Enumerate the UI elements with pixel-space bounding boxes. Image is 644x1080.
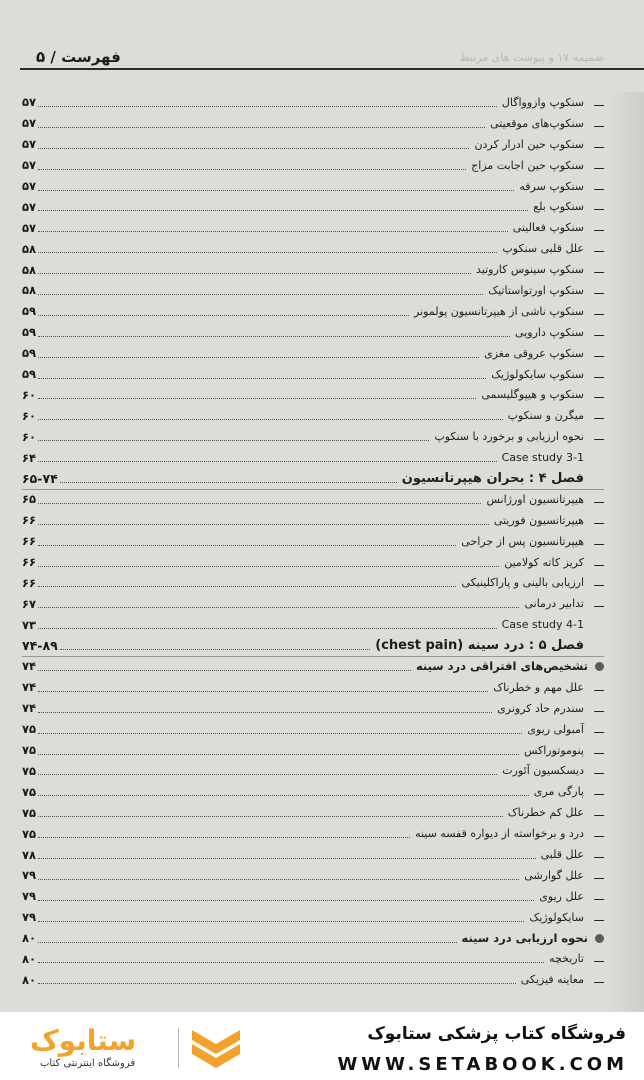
toc-page-number: ۷۹ [22,889,37,904]
toc-page-number: ۷۴ [22,680,37,695]
dot-leader [38,419,503,420]
toc-entry-title: علل قلبی [540,848,584,861]
toc-entry-title: سنکوپ وازوواگال [501,95,584,109]
dot-leader [38,252,497,253]
toc-page-number: ۷۵ [22,784,37,799]
toc-lead-dash: ـــ [594,534,604,548]
toc-lead-dash: ـــ [594,680,604,694]
toc-row[interactable] [22,698,604,719]
dot-leader [38,398,476,399]
toc-page-number: ۵۷ [22,137,37,152]
toc-lead-dash: ـــ [594,409,604,423]
toc-page-number: ۶۴ [22,450,37,465]
dot-leader [60,649,371,650]
bullet-icon [595,662,604,671]
toc-entry-title: معاینه فیزیکی [520,973,584,987]
toc-entry-title: سنکوپ و هیپوگلیسمی [481,388,584,402]
dot-leader [38,357,479,358]
toc-row[interactable] [22,489,604,510]
toc-row[interactable] [22,176,604,197]
toc-row[interactable] [22,552,604,573]
dot-leader [38,921,524,922]
toc-lead-dash: ـــ [594,283,604,297]
dot-leader [38,879,519,880]
dot-leader [38,315,409,316]
dot-leader [38,983,516,984]
dot-leader [38,712,492,713]
toc-lead-dash: ـــ [594,513,604,527]
toc-page-number: ۶۶ [22,534,37,549]
dot-leader [38,942,456,943]
toc-row[interactable] [22,238,604,259]
toc-lead-dash: ـــ [594,95,604,109]
toc-page-number: ۶۶ [22,513,37,528]
toc-entry-title: علل کم خطرناک [507,806,584,820]
toc-row[interactable] [22,405,604,426]
toc-row[interactable] [22,217,604,238]
dot-leader [38,545,456,546]
toc-row[interactable] [22,280,604,301]
toc-page-number: ۷۴ [22,659,37,674]
toc-entry-title: نحوه ارزیابی و برخورد با سنکوپ [434,430,584,444]
dot-leader [38,106,497,107]
toc-page-number: ۶۶ [22,555,37,570]
dot-leader [38,754,519,755]
toc-page-number: ۷۳ [22,617,37,632]
header-bleed-text: ضمیمه ۱۷ و پیوست های مرتبط [459,51,604,64]
toc-lead-dash: ـــ [594,200,604,214]
toc-lead-dash: ـــ [594,304,604,318]
toc-entry-title: علل قلبی سنکوپ [502,242,584,256]
dot-leader [38,210,528,211]
dot-leader [38,503,481,504]
toc-lead-dash: ـــ [594,242,604,256]
setabook-logo[interactable] [16,1022,256,1074]
dot-leader [38,378,486,379]
toc-page-number: ۷۴ [22,701,37,716]
toc-entry-title: دیسکسیون آئورت [502,764,584,778]
toc-entry-title: سنکوپ فعالیتی [512,221,584,235]
toc-row[interactable] [22,572,604,593]
toc-entry-title: پنوموتوراکس [523,743,584,757]
toc-page-number: ۷۹ [22,910,37,925]
dot-leader [38,628,497,629]
toc-row[interactable] [22,510,604,531]
toc-entry-title: سنکوپ حین ادرار کردن [474,137,584,151]
dot-leader [38,795,529,796]
toc-row[interactable] [22,677,604,698]
toc-row[interactable] [22,113,604,134]
toc-lead-dash: ـــ [594,388,604,402]
logo-divider [178,1028,179,1068]
toc-entry-title: سنکوپ ناشی از هیپرتانسیون پولمونر [414,304,584,318]
dot-leader [38,586,456,587]
toc-entry-title: سنکوپ عروقی مغزی [484,346,584,360]
toc-lead-dash: ـــ [594,137,604,151]
toc-page-number: ۵۸ [22,283,37,298]
toc-heading-row[interactable] [22,656,604,677]
toc-lead-dash: ـــ [594,179,604,193]
toc-lead-dash: ـــ [594,952,604,966]
toc-entry-title: علل ریوی [539,889,584,903]
toc-row[interactable] [22,259,604,280]
toc-page-number: ۵۹ [22,325,37,340]
toc-lead-dash: ـــ [594,325,604,339]
toc-page-number: ۵۸ [22,262,37,277]
toc-page-number: ۶۷ [22,596,37,611]
shop-url-link[interactable]: WWW.SETABOOK.COM [337,1054,628,1075]
toc-lead-dash: ـــ [594,367,604,381]
toc-row[interactable] [22,740,604,761]
dot-leader [38,837,410,838]
toc-lead-dash: ـــ [594,764,604,778]
toc-page-number: ۵۹ [22,367,37,382]
toc-entry-title: علل گوارشی [524,868,584,882]
toc-lead-dash: ـــ [594,827,604,841]
toc-page-number: ۷۵ [22,805,37,820]
dot-leader [38,900,534,901]
dot-leader [38,566,499,567]
toc-page-number: ۶۶ [22,575,37,590]
footer-banner [0,1012,644,1080]
toc-lead-dash: ـــ [594,973,604,987]
toc-lead-dash: ـــ [594,492,604,506]
toc-entry-title: سنکوپ سرفه [519,179,584,193]
table-of-contents [22,92,604,990]
toc-page-number: ۷۹ [22,868,37,883]
toc-entry-title: هیپرتانسیون اورژانس [486,492,584,506]
toc-row[interactable] [22,426,604,447]
toc-row[interactable] [22,531,604,552]
toc-row[interactable] [22,196,604,217]
toc-row[interactable] [22,949,604,970]
toc-page-number: ۵۷ [22,116,37,131]
toc-row[interactable] [22,134,604,155]
toc-lead-dash: ـــ [594,806,604,820]
toc-row[interactable] [22,343,604,364]
toc-entry-title: سایکولوژیک [529,910,584,924]
dot-leader [38,524,489,525]
toc-row[interactable] [22,155,604,176]
toc-heading-row[interactable] [22,928,604,949]
toc-lead-dash: ـــ [594,346,604,360]
dot-leader [38,816,503,817]
toc-row[interactable] [22,969,604,990]
toc-entry-title: تاریخچه [549,952,584,966]
toc-entry-title: سنکوپ سایکولوژیک [491,367,584,381]
toc-entry-title: سنکوپ بلع [533,200,584,214]
toc-entry-title: آمبولی ریوی [527,722,584,736]
toc-row[interactable] [22,614,604,635]
toc-row[interactable] [22,886,604,907]
shop-name: فروشگاه کتاب پزشکی ستابوک [367,1024,626,1044]
dot-leader [38,169,466,170]
dot-leader [38,607,519,608]
toc-row[interactable] [22,364,604,385]
toc-page-number: ۵۷ [22,158,37,173]
toc-lead-dash: ـــ [594,889,604,903]
toc-lead-dash: ـــ [594,597,604,611]
dot-leader [38,440,429,441]
dot-leader [38,733,522,734]
toc-lead-dash: ـــ [594,743,604,757]
dot-leader [60,482,397,483]
toc-page-number: ۶۵-۷۴ [22,470,58,486]
chapter-row[interactable] [22,635,604,656]
dot-leader [38,670,411,671]
toc-lead-dash: ـــ [594,722,604,736]
toc-page-number: ۷۵ [22,722,37,737]
toc-page-number: ۷۴-۸۹ [22,638,58,654]
page-header [20,38,644,70]
toc-entry-title: سنکوپ اورتواستاتیک [488,283,584,297]
dot-leader [38,127,485,128]
toc-entry-title: سنکوپ سینوس کاروتید [476,263,584,277]
toc-entry-title: نحوه ارزیابی درد سینه [461,931,588,946]
toc-lead-dash: ـــ [594,116,604,130]
toc-row[interactable] [22,781,604,802]
toc-entry-title: کریز کاته کولامین [504,555,584,569]
toc-row[interactable] [22,865,604,886]
toc-lead-dash: ـــ [594,221,604,235]
toc-page-number: ۵۷ [22,220,37,235]
toc-row[interactable] [22,322,604,343]
toc-lead-dash: ـــ [594,910,604,924]
toc-lead-dash: ـــ [594,848,604,861]
toc-entry-title: میگرن و سنکوپ [507,409,584,423]
toc-page-number: ۷۵ [22,763,37,778]
toc-row[interactable] [22,301,604,322]
toc-page-number: ۶۰ [22,429,37,444]
toc-lead-dash: ـــ [594,785,604,799]
toc-page-number: ۵۷ [22,95,37,110]
toc-row[interactable] [22,802,604,823]
toc-entry-title: درد و برخواسته از دیواره قفسه سینه [415,827,584,841]
toc-entry-title: پارگی مری [533,785,584,799]
toc-row[interactable] [22,761,604,782]
toc-page-number: ۷۵ [22,826,37,841]
toc-page-number: ۵۷ [22,199,37,214]
toc-lead-dash: ـــ [594,576,604,590]
toc-page-number: ۵۹ [22,346,37,361]
chapter-row[interactable] [22,468,604,489]
dot-leader [38,461,497,462]
dot-leader [38,774,497,775]
toc-page-number: ۵۹ [22,304,37,319]
toc-entry-title: ارزیابی بالینی و پاراکلینیکی [461,576,584,590]
toc-row[interactable] [22,823,604,844]
dot-leader [38,273,471,274]
dot-leader [38,858,536,859]
toc-lead-dash: ـــ [594,701,604,715]
toc-entry-title: تشخیص‌های افتراقی درد سینه [415,659,588,674]
toc-entry-title: هیپرتانسیون پس از جراحی [461,534,584,548]
toc-entry-title: سندرم حاد کرونری [497,701,584,715]
logo-wordmark: ستابوک [30,1024,137,1057]
dot-leader [38,691,488,692]
chevron-logo-icon [188,1026,244,1070]
toc-page-number: ۷۵ [22,743,37,758]
toc-entry-title: سنکوپ دارویی [515,325,584,339]
toc-entry-title: فصل ۵ : درد سینه (chest pain) [375,638,584,654]
toc-entry-title: تدابیر درمانی [524,597,584,611]
toc-row[interactable] [22,447,604,468]
toc-page-number: ۵۸ [22,241,37,256]
toc-entry-title: Case study 3-1 [501,451,584,465]
toc-page-number: ۷۸ [22,847,37,862]
toc-lead-dash: ـــ [594,263,604,277]
dot-leader [38,962,544,963]
toc-row[interactable] [22,384,604,405]
toc-lead-dash: ـــ [594,158,604,172]
toc-page-number: ۸۰ [22,951,37,966]
toc-row[interactable] [22,844,604,865]
toc-lead-dash: ـــ [594,555,604,569]
bullet-icon [595,934,604,943]
toc-page-number: ۶۵ [22,492,37,507]
toc-row[interactable] [22,593,604,614]
toc-entry-title: سنکوپ‌های موقعیتی [490,116,584,130]
toc-entry-title: فصل ۴ : بحران هیپرتانسیون [401,470,584,486]
toc-entry-title: سنکوپ حین اجابت مزاج [471,158,584,172]
dot-leader [38,294,483,295]
toc-lead-dash: ـــ [594,430,604,444]
dot-leader [38,190,514,191]
toc-entry-title: هیپرتانسیون فوریتی [493,513,584,527]
toc-page-number: ۸۰ [22,972,37,987]
dot-leader [38,231,508,232]
toc-row[interactable] [22,92,604,113]
toc-entry-title: Case study 4-1 [501,618,584,632]
toc-page-number: ۶۰ [22,387,37,402]
toc-page-number: ۶۰ [22,408,37,423]
page-title: فهرست / ۵ [36,48,121,66]
toc-row[interactable] [22,907,604,928]
toc-entry-title: علل مهم و خطرناک [493,680,584,694]
dot-leader [38,336,510,337]
logo-tagline: فروشگاه اینترنتی کتاب [40,1058,136,1069]
toc-row[interactable] [22,719,604,740]
toc-page-number: ۵۷ [22,179,37,193]
toc-page-number: ۸۰ [22,931,37,946]
page-edge-shadow [608,92,644,1012]
dot-leader [38,148,469,149]
toc-lead-dash: ـــ [594,868,604,882]
